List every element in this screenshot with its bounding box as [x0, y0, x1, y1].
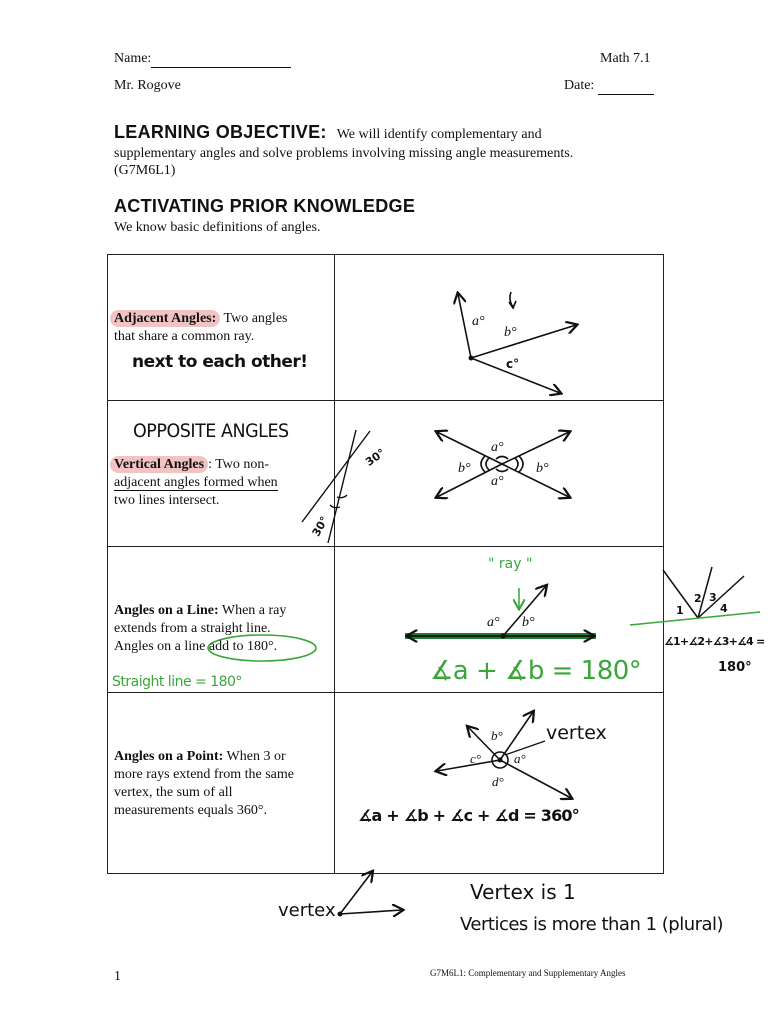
ray-note: " ray " — [488, 556, 533, 572]
point-equation: ∡a + ∡b + ∡c + ∡d = 360° — [358, 806, 579, 825]
point-definition: Angles on a Point: When 3 or more rays extend from the same vertex, the sum of all measurements equals 360°. — [114, 749, 294, 818]
sketch-angle-bottom: 30° — [309, 514, 332, 539]
adjacent-label-c: c° — [506, 357, 520, 371]
vertical-label-a-top: a° — [491, 440, 504, 455]
line-definition: Angles on a Line: When a ray extends from a straight line. Angles on a line add to 180°. — [114, 603, 287, 654]
objective-text-3: (G7M6L1) — [114, 163, 176, 178]
point-label-c: c° — [470, 751, 481, 766]
side-num-3: 3 — [709, 591, 717, 604]
side-equation: ∡1+∡2+∡3+∡4 = — [664, 635, 765, 648]
sketch-angle-top: 30° — [363, 446, 388, 469]
point-label-a: a° — [514, 751, 526, 766]
date-label: Date: — [564, 78, 595, 93]
side-num-4: 4 — [720, 602, 728, 615]
vertical-label-b-left: b° — [458, 461, 471, 476]
prior-intro: We know basic definitions of angles. — [114, 220, 321, 235]
point-label-d: d° — [492, 774, 504, 789]
adjacent-label-b: b° — [504, 325, 517, 340]
adjacent-label-a: a° — [472, 314, 485, 329]
line-equation: ∡a + ∡b = 180° — [430, 656, 642, 686]
teacher-name: Mr. Rogove — [114, 78, 181, 93]
line-note: Straight line = 180° — [112, 674, 242, 690]
side-num-2: 2 — [694, 592, 702, 605]
bottom-note-1: Vertex is 1 — [470, 880, 576, 904]
vertex-note: vertex — [546, 722, 607, 744]
adjacent-rays — [458, 292, 576, 393]
line-diagram — [408, 586, 593, 636]
adjacent-vertex-dot — [469, 356, 474, 361]
adjacent-note: next to each other! — [132, 352, 308, 372]
side-total: 180° — [718, 660, 752, 675]
vertical-term: Vertical Angles — [110, 456, 208, 473]
vertical-label-a-bottom: a° — [491, 474, 504, 489]
course-label: Math 7.1 — [600, 51, 651, 66]
vertical-note: OPPOSITE ANGLES — [133, 420, 289, 442]
footer-title: G7M6L1: Complementary and Supplementary Angles — [430, 968, 626, 978]
vertical-definition: Vertical Angles : Two non- adjacent angles formed when two lines intersect. — [114, 456, 329, 510]
line-term: Angles on a Line: — [114, 603, 219, 618]
adjacent-definition: Adjacent Angles: Two angles that share a common ray. — [114, 310, 324, 346]
name-label: Name: — [114, 51, 152, 66]
bottom-note-2: Vertices is more than 1 (plural) — [460, 914, 724, 935]
objective-heading: LEARNING OBJECTIVE: — [114, 122, 327, 142]
adjacent-term: Adjacent Angles: — [110, 310, 220, 327]
page-number: 1 — [114, 969, 121, 984]
side-num-1: 1 — [676, 604, 684, 617]
bottom-vertex-label: vertex — [278, 900, 336, 921]
prior-heading: ACTIVATING PRIOR KNOWLEDGE — [114, 196, 416, 216]
objective-text-2: supplementary angles and solve problems involving missing angle measurements. — [114, 146, 574, 161]
point-term: Angles on a Point: — [114, 749, 224, 764]
bottom-vertex-sketch — [340, 872, 402, 914]
line-label-a: a° — [487, 615, 500, 630]
vertical-label-b-right: b° — [536, 461, 549, 476]
objective-text-1: We will identify complementary and — [336, 127, 542, 142]
point-label-b: b° — [491, 728, 503, 743]
line-label-b: b° — [522, 615, 535, 630]
